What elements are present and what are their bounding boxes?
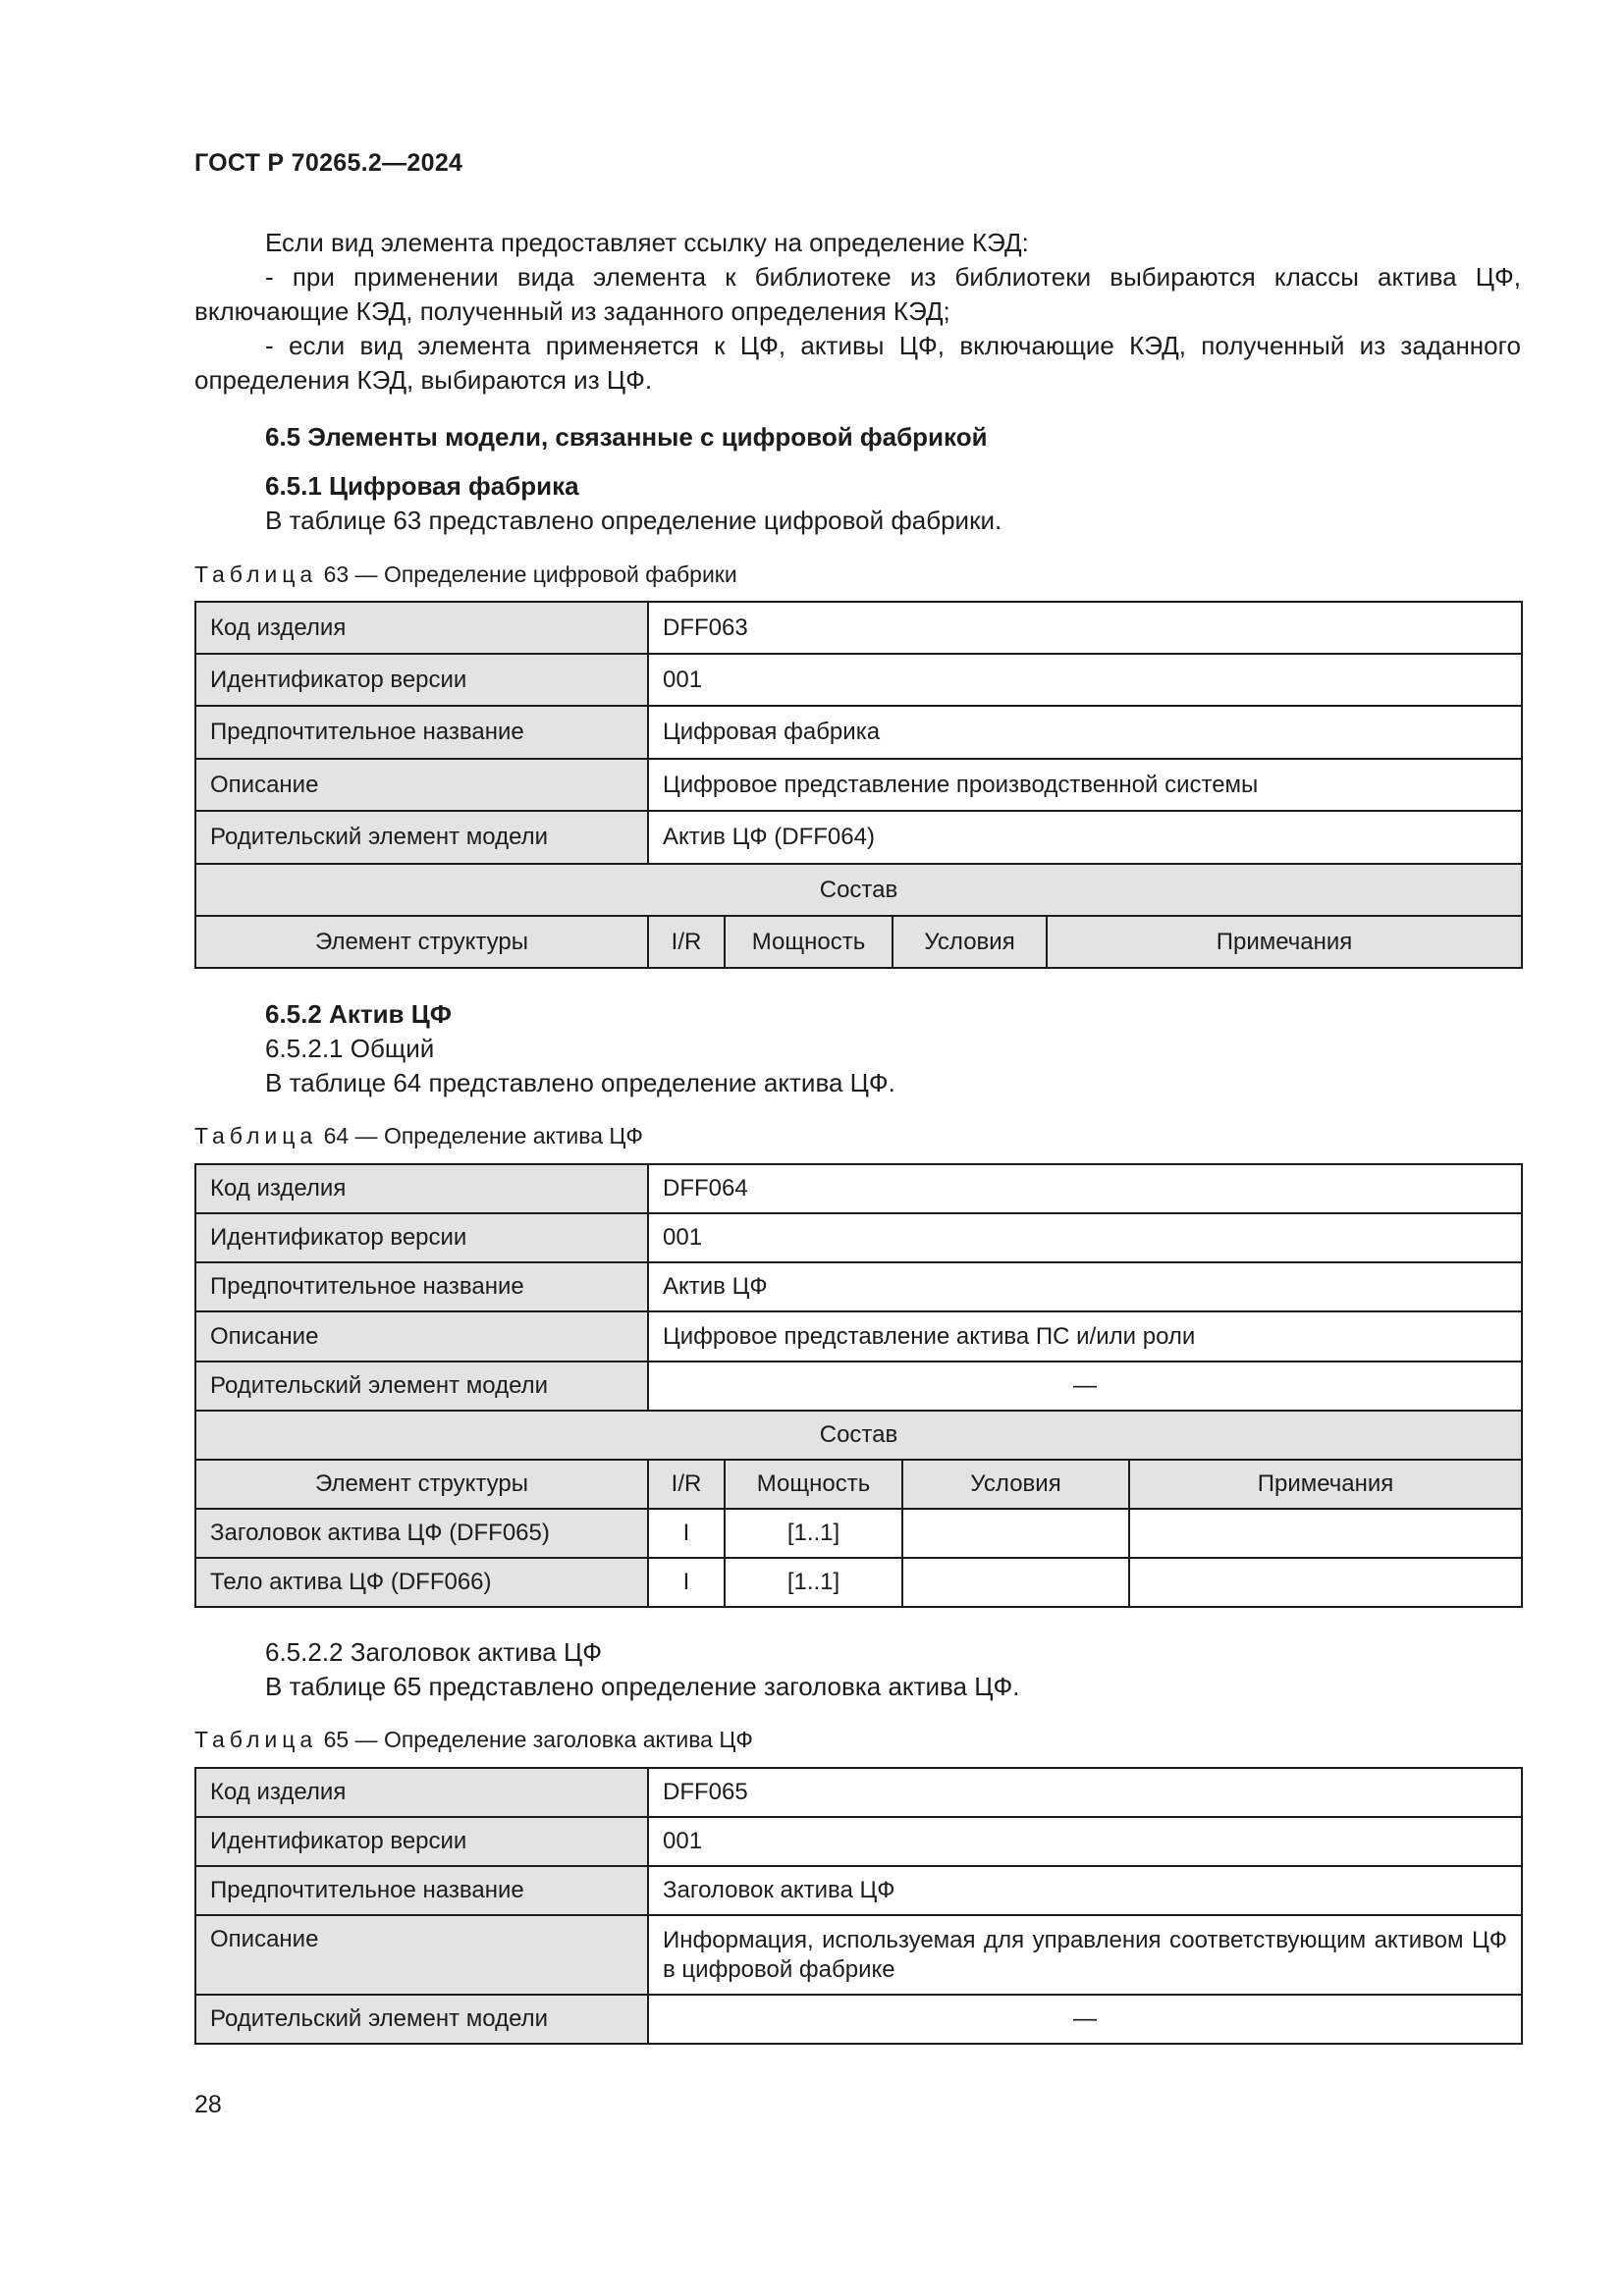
table-row xyxy=(195,1558,1522,1607)
row-label: Описание xyxy=(195,1311,648,1362)
row-value: — xyxy=(648,1362,1522,1411)
structure-element: Тело актива ЦФ (DFF066) xyxy=(195,1558,648,1607)
table-caption-prefix: Таблица xyxy=(194,561,318,587)
row-value: Актив ЦФ (DFF064) xyxy=(648,811,1522,864)
table-caption-text: 64 — Определение актива ЦФ xyxy=(323,1123,643,1148)
table-row xyxy=(195,1362,1522,1411)
row-label: Код изделия xyxy=(195,1164,648,1213)
row-label: Идентификатор версии xyxy=(195,1817,648,1866)
table-row xyxy=(195,759,1522,811)
column-header: Мощность xyxy=(725,1460,902,1509)
section-6-5-1-title: 6.5.1 Цифровая фабрика xyxy=(265,471,579,501)
row-label: Предпочтительное название xyxy=(195,1866,648,1915)
cardinality-value: [1..1] xyxy=(725,1558,902,1607)
intro-paragraph-1: Если вид элемента предоставляет ссылку на определение КЭД: xyxy=(265,228,1029,257)
row-value: Заголовок актива ЦФ xyxy=(648,1866,1522,1915)
structure-element: Заголовок актива ЦФ (DFF065) xyxy=(195,1509,648,1558)
table-row xyxy=(195,1817,1522,1866)
row-value: DFF063 xyxy=(648,602,1522,654)
section-6-5-2-title: 6.5.2 Актив ЦФ xyxy=(265,999,452,1029)
column-header: Примечания xyxy=(1129,1460,1522,1509)
column-header: Мощность xyxy=(725,916,893,968)
row-value: Информация, используемая для управления соответствующим активом ЦФ в цифровой фабрике xyxy=(648,1915,1522,1995)
row-value: DFF064 xyxy=(648,1164,1522,1213)
column-header: Условия xyxy=(902,1460,1129,1509)
table-65-caption xyxy=(194,1725,753,1754)
table-row xyxy=(195,1311,1522,1362)
column-header: I/R xyxy=(648,916,725,968)
notes-value xyxy=(1129,1558,1522,1607)
section-6-5-title: 6.5 Элементы модели, связанные с цифровой фабрикой xyxy=(265,422,988,452)
conditions-value xyxy=(902,1558,1129,1607)
table-63 xyxy=(194,601,1523,969)
column-header: I/R xyxy=(648,1460,725,1509)
row-label: Родительский элемент модели xyxy=(195,1995,648,2044)
cardinality-value: [1..1] xyxy=(725,1509,902,1558)
table-row xyxy=(195,1164,1522,1213)
section-6-5-2-text: В таблице 64 представлено определение актива ЦФ. xyxy=(265,1068,895,1097)
row-value: 001 xyxy=(648,1817,1522,1866)
table-section-row xyxy=(195,864,1522,916)
row-label: Код изделия xyxy=(195,1768,648,1817)
column-header: Примечания xyxy=(1047,916,1522,968)
ir-value: I xyxy=(648,1509,725,1558)
table-caption-text: 65 — Определение заголовка актива ЦФ xyxy=(323,1727,753,1752)
row-label: Идентификатор версии xyxy=(195,654,648,706)
table-64 xyxy=(194,1163,1523,1608)
row-value: Актив ЦФ xyxy=(648,1262,1522,1311)
table-row xyxy=(195,706,1522,759)
column-header: Элемент структуры xyxy=(195,1460,648,1509)
table-row xyxy=(195,1213,1522,1262)
table-64-caption xyxy=(194,1121,643,1150)
table-row xyxy=(195,1866,1522,1915)
table-caption-text: 63 — Определение цифровой фабрики xyxy=(323,561,737,587)
table-section-row xyxy=(195,1411,1522,1460)
row-value: 001 xyxy=(648,654,1522,706)
notes-value xyxy=(1129,1509,1522,1558)
row-label: Родительский элемент модели xyxy=(195,811,648,864)
table-65 xyxy=(194,1767,1523,2045)
section-6-5-2-1-title: 6.5.2.1 Общий xyxy=(265,1034,435,1063)
row-label: Идентификатор версии xyxy=(195,1213,648,1262)
intro-paragraph-2: - при применении вида элемента к библиотеке из библиотеки выбираются классы актива ЦФ, включающие КЭД, полученный из заданного определения КЭД; xyxy=(194,262,1521,326)
row-value: 001 xyxy=(648,1213,1522,1262)
row-value: — xyxy=(648,1995,1522,2044)
row-label: Предпочтительное название xyxy=(195,706,648,759)
section-6-5-2-2-text: В таблице 65 представлено определение заголовка актива ЦФ. xyxy=(265,1672,1020,1701)
table-column-header-row xyxy=(195,916,1522,968)
table-row xyxy=(195,1995,1522,2044)
row-value: Цифровое представление актива ПС и/или роли xyxy=(648,1311,1522,1362)
table-row xyxy=(195,654,1522,706)
section-6-5-1-text: В таблице 63 представлено определение цифровой фабрики. xyxy=(265,506,1002,535)
row-label: Родительский элемент модели xyxy=(195,1362,648,1411)
row-label: Код изделия xyxy=(195,602,648,654)
row-value: DFF065 xyxy=(648,1768,1522,1817)
table-column-header-row xyxy=(195,1460,1522,1509)
table-63-caption xyxy=(194,560,737,589)
table-row xyxy=(195,1509,1522,1558)
intro-paragraph-3: - если вид элемента применяется к ЦФ, активы ЦФ, включающие КЭД, полученный из заданного определения КЭД, выбираются из ЦФ. xyxy=(194,331,1521,395)
table-caption-prefix: Таблица xyxy=(194,1123,318,1148)
table-row xyxy=(195,811,1522,864)
page-number: 28 xyxy=(194,2091,222,2118)
composition-header: Состав xyxy=(195,864,1522,916)
ir-value: I xyxy=(648,1558,725,1607)
conditions-value xyxy=(902,1509,1129,1558)
column-header: Элемент структуры xyxy=(195,916,648,968)
table-row xyxy=(195,1262,1522,1311)
column-header: Условия xyxy=(893,916,1047,968)
table-row xyxy=(195,1915,1522,1995)
document-header: ГОСТ Р 70265.2—2024 xyxy=(194,149,463,177)
section-6-5-2-2-title: 6.5.2.2 Заголовок актива ЦФ xyxy=(265,1637,602,1667)
row-label: Описание xyxy=(195,759,648,811)
table-row xyxy=(195,1768,1522,1817)
row-value: Цифровое представление производственной системы xyxy=(648,759,1522,811)
row-value: Цифровая фабрика xyxy=(648,706,1522,759)
table-caption-prefix: Таблица xyxy=(194,1727,318,1752)
table-row xyxy=(195,602,1522,654)
row-label: Предпочтительное название xyxy=(195,1262,648,1311)
row-label: Описание xyxy=(195,1915,648,1995)
composition-header: Состав xyxy=(195,1411,1522,1460)
